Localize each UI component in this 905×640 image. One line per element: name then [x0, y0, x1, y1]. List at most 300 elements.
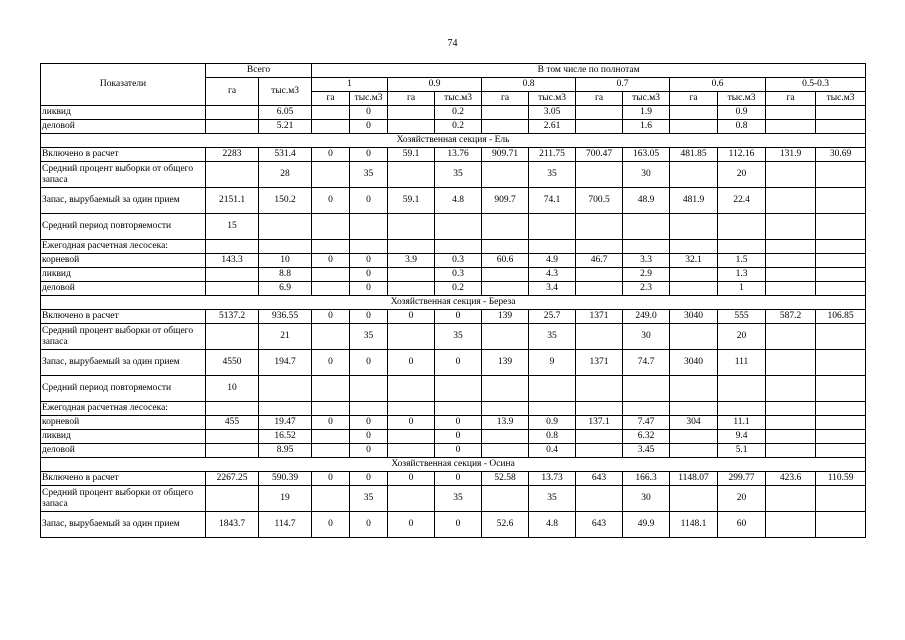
data-cell: 1843.7	[206, 512, 259, 538]
table-row	[41, 106, 866, 120]
data-cell: 0	[435, 310, 482, 324]
data-cell	[435, 402, 482, 416]
data-cell: 3.9	[388, 254, 435, 268]
data-cell	[259, 402, 312, 416]
data-cell	[576, 106, 623, 120]
data-cell: 1.5	[718, 254, 766, 268]
data-cell	[670, 402, 718, 416]
data-cell	[766, 214, 816, 240]
table-row	[41, 444, 866, 458]
data-cell	[576, 402, 623, 416]
data-cell: 13.73	[529, 472, 576, 486]
data-cell: 0	[388, 512, 435, 538]
data-cell: 74.7	[623, 350, 670, 376]
data-cell: 0.2	[435, 282, 482, 296]
data-cell	[312, 240, 350, 254]
data-cell: 10	[259, 254, 312, 268]
data-cell: 0	[350, 350, 388, 376]
data-cell: 35	[350, 324, 388, 350]
data-cell: 0	[350, 472, 388, 486]
data-cell	[259, 214, 312, 240]
data-cell: 20	[718, 324, 766, 350]
header-unit-tm3: тыс.м3	[623, 92, 670, 106]
data-cell	[766, 120, 816, 134]
data-cell	[816, 240, 866, 254]
data-cell: 13.9	[482, 416, 529, 430]
data-cell: 909.71	[482, 148, 529, 162]
row-label: Ежегодная расчетная лесосека:	[41, 402, 206, 416]
data-cell	[312, 324, 350, 350]
data-cell: 32.1	[670, 254, 718, 268]
data-cell	[670, 162, 718, 188]
data-cell	[259, 240, 312, 254]
data-cell: 643	[576, 512, 623, 538]
data-cell	[206, 444, 259, 458]
data-cell	[816, 376, 866, 402]
row-label: деловой	[41, 120, 206, 134]
data-cell	[388, 268, 435, 282]
header-density: 0.9	[388, 78, 482, 92]
row-label: Средний процент выборки от общего запаса	[41, 162, 206, 188]
data-cell: 299.77	[718, 472, 766, 486]
data-cell	[482, 324, 529, 350]
data-cell: 0	[312, 416, 350, 430]
data-cell: 0	[350, 254, 388, 268]
data-cell	[576, 240, 623, 254]
row-label: Средний период повторяемости	[41, 214, 206, 240]
header-density: 0.7	[576, 78, 670, 92]
row-label: Средний процент выборки от общего запаса	[41, 324, 206, 350]
table-row	[41, 324, 866, 350]
data-cell	[766, 106, 816, 120]
data-cell: 1.9	[623, 106, 670, 120]
data-cell	[312, 162, 350, 188]
data-cell: 2151.1	[206, 188, 259, 214]
data-cell: 22.4	[718, 188, 766, 214]
data-cell: 35	[435, 486, 482, 512]
data-cell	[766, 376, 816, 402]
data-cell: 249.0	[623, 310, 670, 324]
data-cell: 194.7	[259, 350, 312, 376]
data-cell: 114.7	[259, 512, 312, 538]
data-cell	[482, 486, 529, 512]
data-cell: 30	[623, 324, 670, 350]
data-cell	[206, 106, 259, 120]
data-cell: 0	[350, 188, 388, 214]
data-cell	[623, 402, 670, 416]
data-cell	[670, 214, 718, 240]
row-label: Запас, вырубаемый за один прием	[41, 350, 206, 376]
row-label: Включено в расчет	[41, 148, 206, 162]
data-cell	[576, 324, 623, 350]
header-density: 1	[312, 78, 388, 92]
data-cell: 4550	[206, 350, 259, 376]
header-by-density: В том числе по полнотам	[312, 64, 866, 78]
data-cell	[766, 188, 816, 214]
data-cell: 20	[718, 486, 766, 512]
data-cell: 0	[312, 254, 350, 268]
data-cell: 0	[435, 430, 482, 444]
data-cell	[816, 512, 866, 538]
data-cell: 3.45	[623, 444, 670, 458]
data-cell	[482, 120, 529, 134]
table-row	[41, 376, 866, 402]
data-cell: 0	[435, 416, 482, 430]
data-cell: 0	[312, 188, 350, 214]
data-cell: 8.95	[259, 444, 312, 458]
section-title: Хозяйственная секция - Ель	[41, 134, 866, 148]
data-cell	[388, 444, 435, 458]
data-cell: 0	[388, 310, 435, 324]
data-cell	[816, 254, 866, 268]
data-cell: 35	[529, 486, 576, 512]
data-cell: 1148.07	[670, 472, 718, 486]
data-cell	[623, 240, 670, 254]
data-cell: 0	[350, 416, 388, 430]
data-cell: 35	[435, 324, 482, 350]
data-cell: 909.7	[482, 188, 529, 214]
section-title: Хозяйственная секция - Береза	[41, 296, 866, 310]
data-cell	[482, 282, 529, 296]
data-cell: 3.3	[623, 254, 670, 268]
data-cell	[816, 430, 866, 444]
data-cell	[623, 376, 670, 402]
data-cell	[529, 402, 576, 416]
data-cell: 139	[482, 310, 529, 324]
table-row	[41, 254, 866, 268]
data-cell: 2283	[206, 148, 259, 162]
data-cell: 9	[529, 350, 576, 376]
row-label: ликвид	[41, 268, 206, 282]
data-cell: 6.32	[623, 430, 670, 444]
data-cell: 9.4	[718, 430, 766, 444]
data-cell	[482, 402, 529, 416]
data-cell: 25.7	[529, 310, 576, 324]
data-cell: 0	[312, 310, 350, 324]
table-row	[41, 416, 866, 430]
data-cell	[766, 416, 816, 430]
data-cell: 4.8	[529, 512, 576, 538]
data-cell	[312, 282, 350, 296]
header-unit-ha: га	[576, 92, 623, 106]
data-cell	[482, 162, 529, 188]
data-cell: 35	[529, 324, 576, 350]
data-cell	[766, 402, 816, 416]
row-label: деловой	[41, 282, 206, 296]
row-label: Запас, вырубаемый за один прием	[41, 512, 206, 538]
data-cell	[816, 486, 866, 512]
allowable-cut-table	[40, 63, 866, 538]
data-cell	[816, 444, 866, 458]
data-cell: 3.05	[529, 106, 576, 120]
table-row	[41, 188, 866, 214]
data-cell: 48.9	[623, 188, 670, 214]
data-cell: 3040	[670, 350, 718, 376]
section-row	[41, 458, 866, 472]
data-cell: 52.58	[482, 472, 529, 486]
data-cell	[670, 106, 718, 120]
data-cell	[435, 214, 482, 240]
row-label: Включено в расчет	[41, 310, 206, 324]
data-cell	[718, 402, 766, 416]
data-cell: 0.3	[435, 268, 482, 282]
data-cell	[312, 430, 350, 444]
table-row	[41, 282, 866, 296]
data-cell: 35	[529, 162, 576, 188]
data-cell: 0.2	[435, 106, 482, 120]
data-cell: 4.8	[435, 188, 482, 214]
data-cell: 11.1	[718, 416, 766, 430]
row-label: Ежегодная расчетная лесосека:	[41, 240, 206, 254]
data-cell	[482, 430, 529, 444]
data-cell	[529, 240, 576, 254]
data-cell: 5137.2	[206, 310, 259, 324]
section-row	[41, 296, 866, 310]
table-row	[41, 430, 866, 444]
table-header	[41, 64, 866, 106]
data-cell	[576, 444, 623, 458]
data-cell	[816, 120, 866, 134]
data-cell	[388, 402, 435, 416]
data-cell	[435, 376, 482, 402]
data-cell	[766, 512, 816, 538]
data-cell: 19.47	[259, 416, 312, 430]
data-cell: 30.69	[816, 148, 866, 162]
data-cell	[529, 214, 576, 240]
data-cell: 15	[206, 214, 259, 240]
data-cell: 137.1	[576, 416, 623, 430]
data-cell: 0	[350, 148, 388, 162]
table-row	[41, 148, 866, 162]
data-cell: 49.9	[623, 512, 670, 538]
data-cell	[766, 444, 816, 458]
data-cell: 700.5	[576, 188, 623, 214]
row-label: Средний процент выборки от общего запаса	[41, 486, 206, 512]
data-cell: 0.8	[718, 120, 766, 134]
header-unit-ha: га	[312, 92, 350, 106]
data-cell: 531.4	[259, 148, 312, 162]
row-label: корневой	[41, 254, 206, 268]
data-cell: 423.6	[766, 472, 816, 486]
data-cell: 4.9	[529, 254, 576, 268]
data-cell	[766, 282, 816, 296]
data-cell: 0.4	[529, 444, 576, 458]
data-cell: 2.9	[623, 268, 670, 282]
data-cell	[206, 162, 259, 188]
data-cell: 0.9	[529, 416, 576, 430]
data-cell	[623, 214, 670, 240]
data-cell: 0.9	[718, 106, 766, 120]
data-cell	[670, 376, 718, 402]
data-cell: 590.39	[259, 472, 312, 486]
data-cell	[766, 240, 816, 254]
row-label: ликвид	[41, 106, 206, 120]
table-row	[41, 214, 866, 240]
data-cell	[206, 324, 259, 350]
row-label: Включено в расчет	[41, 472, 206, 486]
data-cell	[576, 214, 623, 240]
data-cell: 1	[718, 282, 766, 296]
data-cell: 1148.1	[670, 512, 718, 538]
data-cell: 143.3	[206, 254, 259, 268]
data-cell: 0	[435, 512, 482, 538]
data-cell: 0	[435, 444, 482, 458]
header-density: 0.8	[482, 78, 576, 92]
data-cell	[206, 430, 259, 444]
header-density: 0.6	[670, 78, 766, 92]
page-number: 74	[447, 38, 458, 49]
data-cell: 59.1	[388, 148, 435, 162]
data-cell: 2267.25	[206, 472, 259, 486]
data-cell	[766, 254, 816, 268]
data-cell	[718, 376, 766, 402]
data-cell: 139	[482, 350, 529, 376]
data-cell	[482, 376, 529, 402]
data-cell	[766, 268, 816, 282]
data-cell: 1.6	[623, 120, 670, 134]
table-row	[41, 472, 866, 486]
data-cell: 7.47	[623, 416, 670, 430]
data-cell: 2.3	[623, 282, 670, 296]
data-cell	[670, 240, 718, 254]
data-cell	[576, 268, 623, 282]
data-cell	[206, 402, 259, 416]
data-cell: 111	[718, 350, 766, 376]
data-cell	[576, 120, 623, 134]
data-cell: 6.05	[259, 106, 312, 120]
data-cell: 166.3	[623, 472, 670, 486]
data-cell: 4.3	[529, 268, 576, 282]
header-total-ha: га	[206, 78, 259, 106]
data-cell	[388, 430, 435, 444]
header-unit-ha: га	[388, 92, 435, 106]
data-cell: 936.55	[259, 310, 312, 324]
data-cell: 60	[718, 512, 766, 538]
data-cell: 21	[259, 324, 312, 350]
data-cell: 74.1	[529, 188, 576, 214]
data-cell: 59.1	[388, 188, 435, 214]
data-cell: 0	[350, 268, 388, 282]
data-cell: 46.7	[576, 254, 623, 268]
table-body	[41, 106, 866, 538]
table-row	[41, 268, 866, 282]
data-cell	[816, 402, 866, 416]
header-unit-tm3: тыс.м3	[350, 92, 388, 106]
data-cell: 35	[435, 162, 482, 188]
data-cell: 481.85	[670, 148, 718, 162]
table-row	[41, 402, 866, 416]
data-cell: 0	[388, 472, 435, 486]
data-cell: 0	[350, 282, 388, 296]
data-cell: 106.85	[816, 310, 866, 324]
data-cell: 28	[259, 162, 312, 188]
header-total: Всего	[206, 64, 312, 78]
data-cell: 0	[312, 350, 350, 376]
table-row	[41, 350, 866, 376]
data-cell	[670, 268, 718, 282]
data-cell: 0	[350, 430, 388, 444]
data-cell: 0.8	[529, 430, 576, 444]
data-cell	[816, 350, 866, 376]
data-cell: 1.3	[718, 268, 766, 282]
data-cell: 52.6	[482, 512, 529, 538]
data-cell	[816, 106, 866, 120]
data-cell	[670, 430, 718, 444]
data-cell	[388, 120, 435, 134]
data-cell: 5.21	[259, 120, 312, 134]
data-cell: 13.76	[435, 148, 482, 162]
data-cell: 19	[259, 486, 312, 512]
data-cell: 3040	[670, 310, 718, 324]
data-cell: 0	[435, 350, 482, 376]
data-cell: 1371	[576, 350, 623, 376]
data-cell	[816, 162, 866, 188]
table-row	[41, 310, 866, 324]
data-cell	[670, 486, 718, 512]
data-cell	[816, 416, 866, 430]
data-cell	[388, 486, 435, 512]
data-cell: 0	[350, 444, 388, 458]
data-cell: 112.16	[718, 148, 766, 162]
header-unit-tm3: тыс.м3	[816, 92, 866, 106]
header-unit-ha: га	[766, 92, 816, 106]
section-row	[41, 134, 866, 148]
data-cell: 0	[312, 512, 350, 538]
data-cell	[718, 240, 766, 254]
data-cell	[312, 444, 350, 458]
data-cell: 30	[623, 486, 670, 512]
data-cell: 0.2	[435, 120, 482, 134]
data-cell: 1371	[576, 310, 623, 324]
data-cell	[350, 214, 388, 240]
data-cell: 0	[388, 416, 435, 430]
data-cell	[388, 282, 435, 296]
data-cell	[576, 486, 623, 512]
data-cell: 0	[388, 350, 435, 376]
data-cell	[670, 444, 718, 458]
data-cell	[766, 162, 816, 188]
data-cell	[259, 376, 312, 402]
data-cell	[312, 106, 350, 120]
table-row	[41, 162, 866, 188]
header-unit-tm3: тыс.м3	[529, 92, 576, 106]
data-cell	[482, 214, 529, 240]
data-cell: 2.61	[529, 120, 576, 134]
row-label: Средний период повторяемости	[41, 376, 206, 402]
data-cell	[576, 162, 623, 188]
row-label: Запас, вырубаемый за один прием	[41, 188, 206, 214]
data-cell: 555	[718, 310, 766, 324]
data-cell	[482, 106, 529, 120]
data-cell	[766, 486, 816, 512]
data-cell	[312, 486, 350, 512]
header-indicators: Показатели	[41, 64, 206, 106]
data-cell: 131.9	[766, 148, 816, 162]
data-cell	[435, 240, 482, 254]
header-total-tm3: тыс.м3	[259, 78, 312, 106]
data-cell: 587.2	[766, 310, 816, 324]
table-row	[41, 240, 866, 254]
data-cell: 35	[350, 486, 388, 512]
data-cell: 0.3	[435, 254, 482, 268]
data-cell	[576, 376, 623, 402]
table-row	[41, 512, 866, 538]
data-cell	[388, 106, 435, 120]
data-cell	[816, 268, 866, 282]
data-cell	[388, 214, 435, 240]
data-cell: 0	[435, 472, 482, 486]
data-cell	[312, 376, 350, 402]
